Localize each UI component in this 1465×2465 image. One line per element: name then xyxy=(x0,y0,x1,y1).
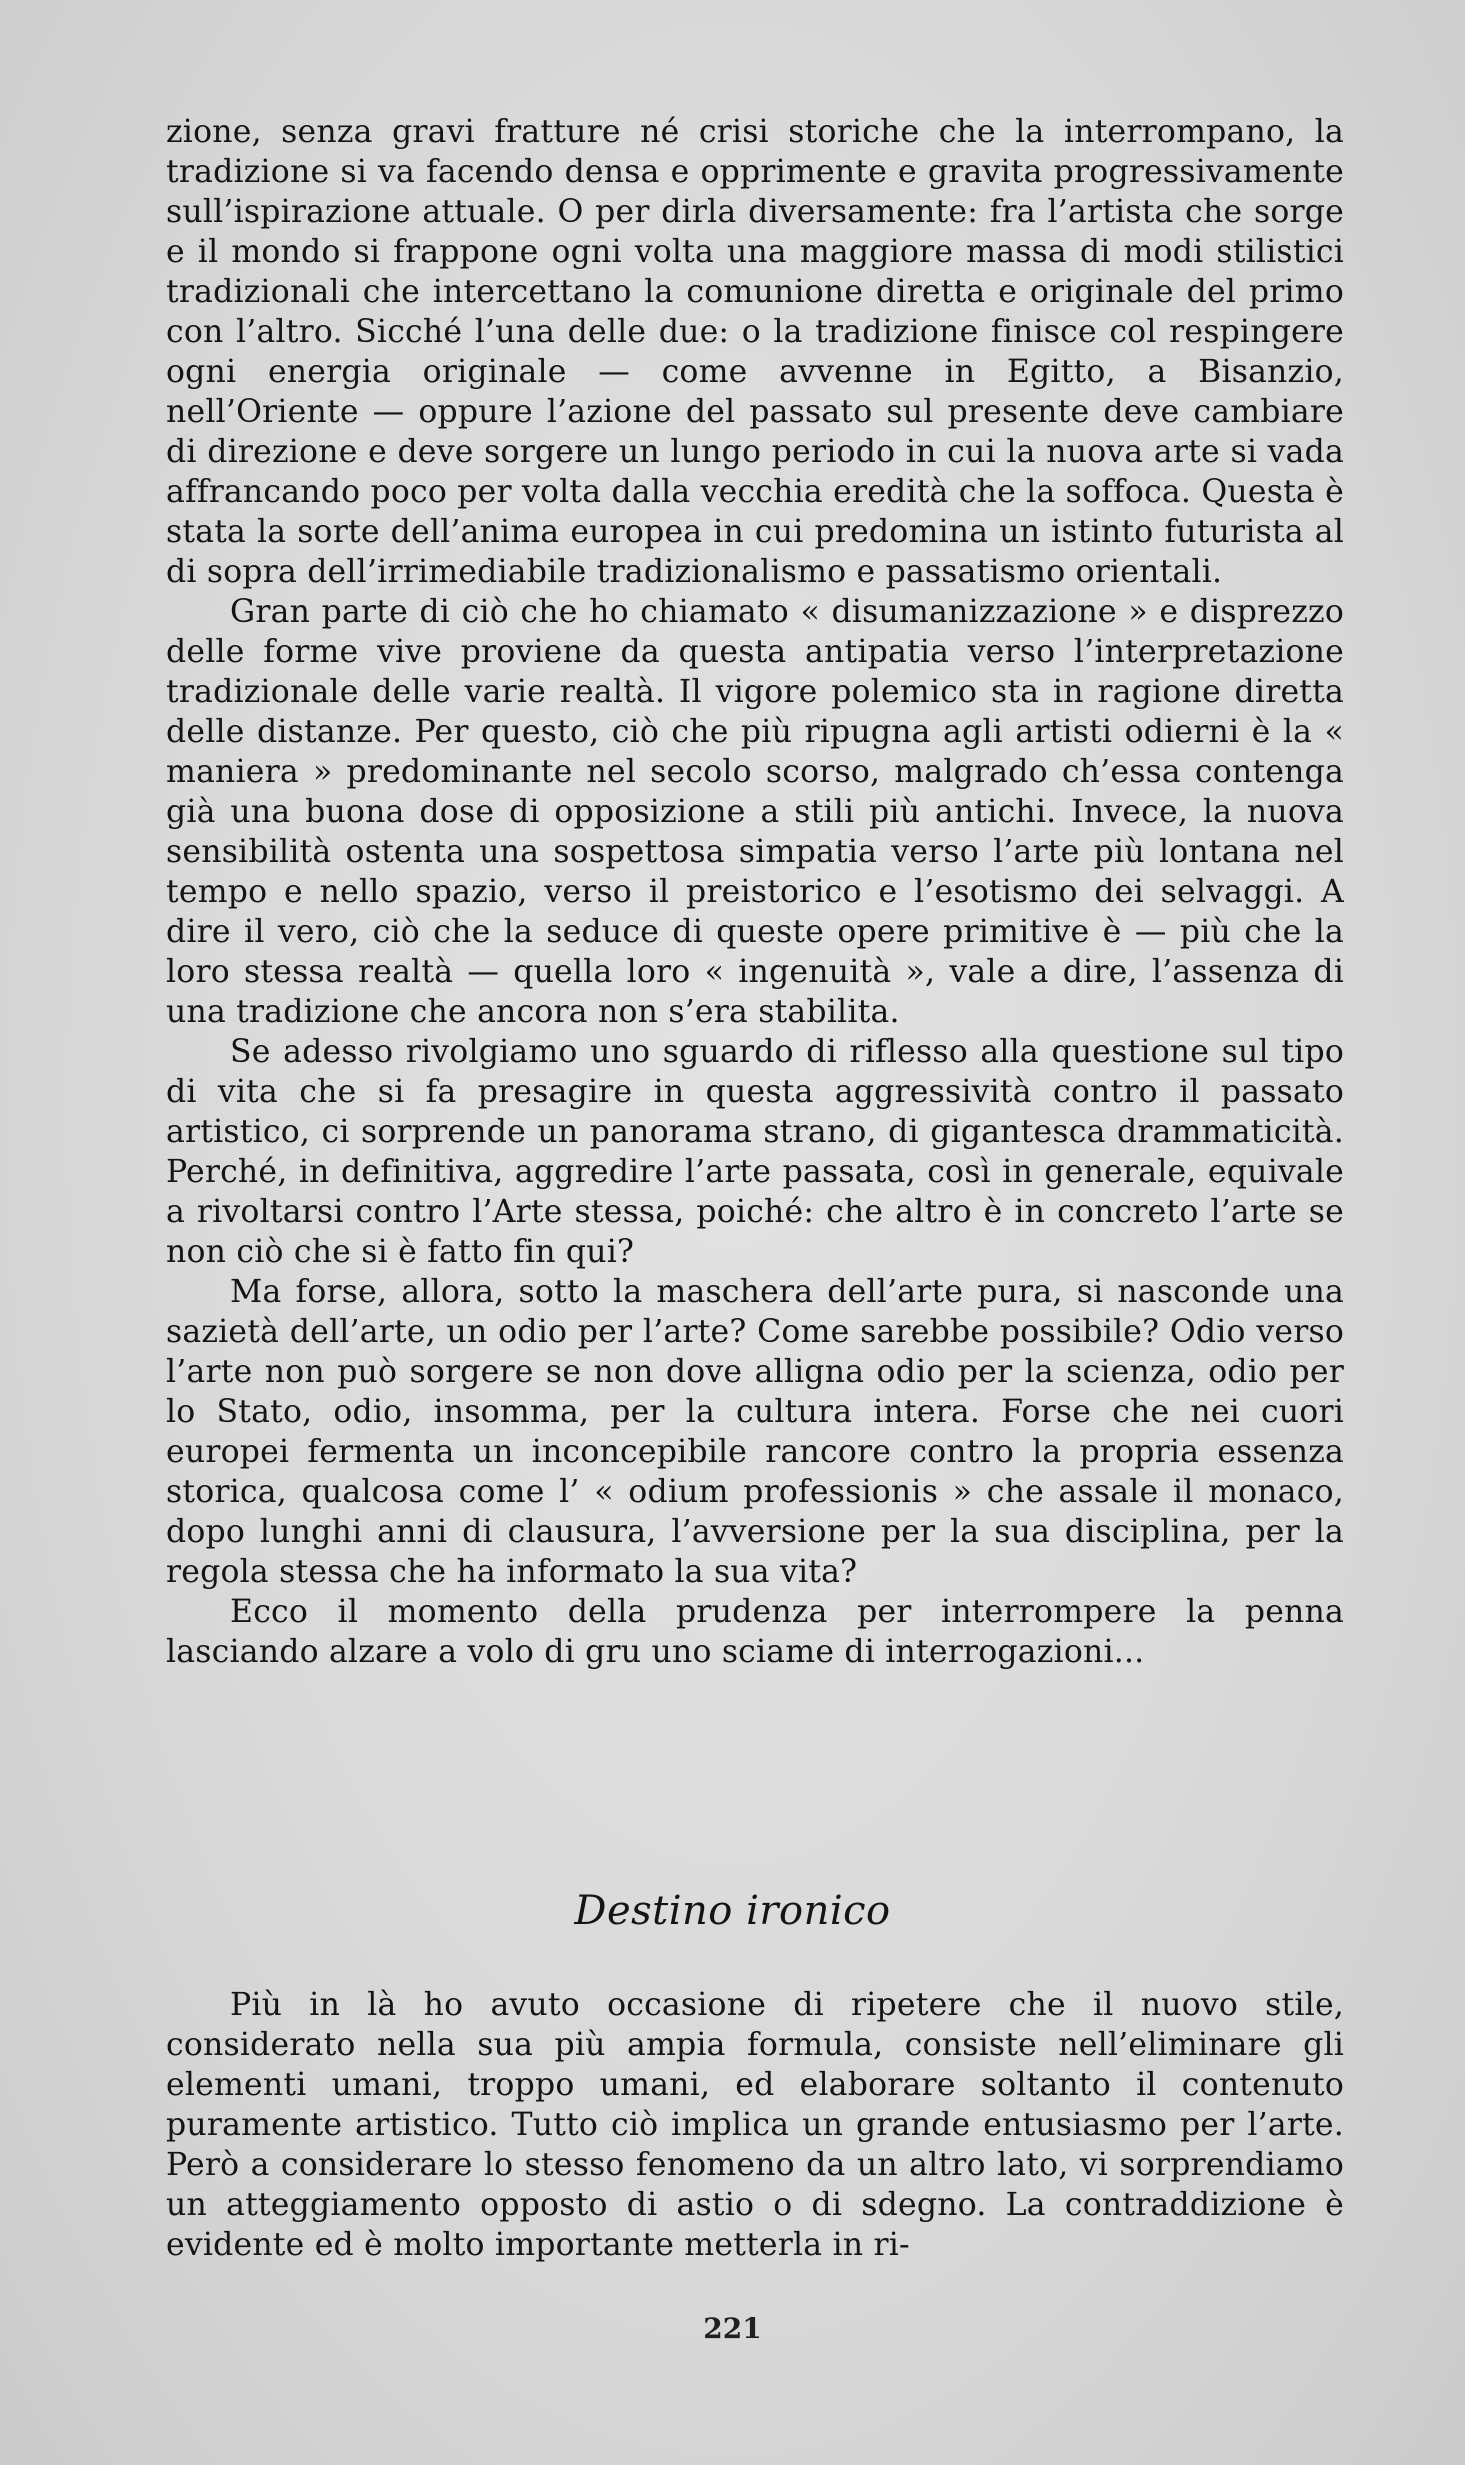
paragraph: Gran parte di ciò che ho chiamato « disumanizzazione » e disprezzo delle forme vive proviene da questa antipatia verso l’interpretazione tradizionale delle varie realtà. Il vigore polemico sta in ragione diretta delle distanze. Per questo, ciò che più ripugna agli artisti odierni è la « maniera » predominante nel secolo scorso, malgrado ch’essa contenga già una buona dose di opposizione a stili più antichi. Invece, la nuova sensibilità ostenta una sospettosa simpatia verso l’arte più lontana nel tempo e nello spazio, verso il preistorico e l’esotismo dei selvaggi. A dire il vero, ciò che la seduce di queste opere primitive è — più che la loro stessa realtà — quella loro « ingenuità », vale a dire, l’assenza di una tradizione che ancora non s’era stabilita. xyxy=(166,594,1344,1030)
paragraph: Se adesso rivolgiamo uno sguardo di riflesso alla questione sul tipo di vita che si fa presagire in questa aggressività contro il passato artistico, ci sorprende un panorama strano, di gigantesca drammaticità. Perché, in definitiva, aggredire l’arte passata, così in generale, equivale a rivoltarsi contro l’Arte stessa, poiché: che altro è in concreto l’arte se non ciò che si è fatto fin qui? xyxy=(166,1034,1344,1270)
page-number: 221 xyxy=(703,2312,762,2345)
section-heading: Destino ironico xyxy=(574,1888,891,1934)
section-paragraph: Più in là ho avuto occasione di ripetere che il nuovo stile, considerato nella sua più ampia formula, consiste nell’eliminare gli elementi umani, troppo umani, ed elaborare soltanto il contenuto puramente artistico. Tutto ciò implica un grande entusiasmo per l’arte. Però a considerare lo stesso fenomeno da un altro lato, vi sorprendiamo un atteggiamento opposto di astio o di sdegno. La contraddizione è evidente ed è molto importante metterla in ri- xyxy=(166,1987,1344,2263)
body-text xyxy=(166,112,1344,1672)
paragraph: Ecco il momento della prudenza per interrompere la penna lasciando alzare a volo di gru uno sciame di interrogazioni... xyxy=(166,1594,1344,1670)
paragraph-continued: zione, senza gravi fratture né crisi storiche che la interrompano, la tradizione si va facendo densa e opprimente e gravita progressivamente sull’ispirazione attuale. O per dirla diversamente: fra l’artista che sorge e il mondo si frappone ogni volta una maggiore massa di modi stilistici tradizionali che intercettano la comunione diretta e originale del primo con l’altro. Sicché l’una delle due: o la tradizione finisce col respingere ogni energia originale — come avvenne in Egitto, a Bisanzio, nell’Oriente — oppure l’azione del passato sul presente deve cambiare di direzione e deve sorgere un lungo periodo in cui la nuova arte si vada affrancando poco per volta dalla vecchia eredità che la soffoca. Questa è stata la sorte dell’anima europea in cui predomina un istinto futurista al di sopra dell’irrimediabile tradizionalismo e passatismo orientali. xyxy=(166,114,1344,590)
section-body xyxy=(166,1985,1344,2265)
paragraph: Ma forse, allora, sotto la maschera dell’arte pura, si nasconde una sazietà dell’arte, un odio per l’arte? Come sarebbe possibile? Odio verso l’arte non può sorgere se non dove alligna odio per la scienza, odio per lo Stato, odio, insomma, per la cultura intera. Forse che nei cuori europei fermenta un inconcepibile rancore contro la propria essenza storica, qualcosa come l’ « odium professionis » che assale il monaco, dopo lunghi anni di clausura, l’avversione per la sua disciplina, per la regola stessa che ha informato la sua vita? xyxy=(166,1274,1344,1590)
